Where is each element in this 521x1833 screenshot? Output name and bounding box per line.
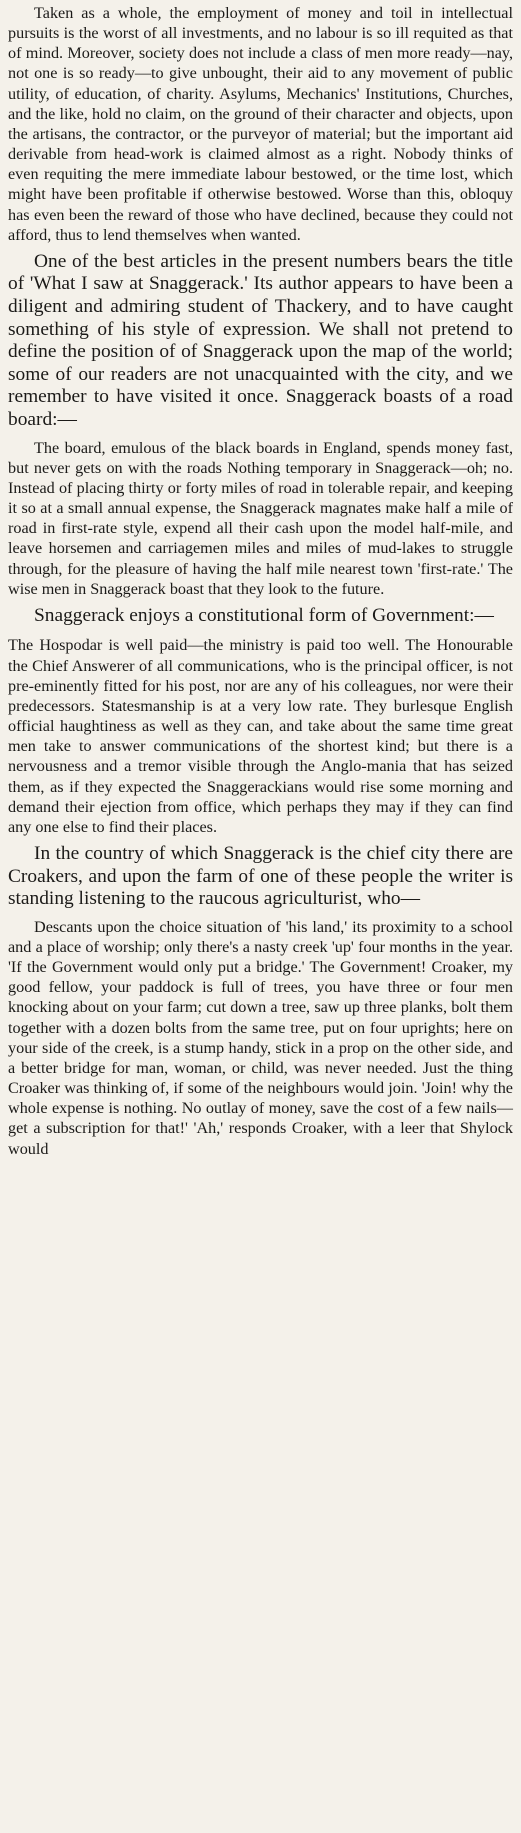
paragraph-quoted-road-board: The board, emulous of the black boards in England, spends money fast, but never gets on with the roads Nothing temporary in Snaggerack—oh; no. Instead of placing thirty or forty miles of road in tolerable repair, and keeping it so at a small annual expense, the Snaggerack magnates make half a mile of road in first-rate style, expend all their cash upon the model half-mile, and leave horsemen and carriagemen miles and miles of mud-lakes to struggle through, for the pleasure of having the half mile nearest town 'first-rate.' The wise men in Snaggerack boast that they look to the future.: [8, 438, 513, 598]
paragraph-quoted-croaker-bridge: Descants upon the choice situation of 'his land,' its proximity to a school and a place of worship; only there's a nasty creek 'up' four months in the year. 'If the Government would only put a bridge.' The Government! Croaker, my good fellow, your paddock is full of trees, you have three or four men knocking about on your farm; cut down a tree, saw up three planks, bolt them together with a dozen bolts from the same tree, put on four uprights; here on your side of the creek, is a stump handy, stick in a prop on the other side, and a better bridge for man, woman, or child, was never needed. Just the thing Croaker was thinking of, if some of the neighbours would join. 'Join! why the whole expense is nothing. No outlay of money, save the cost of a few nails—get a subscription for that!' 'Ah,' responds Croaker, with a leer that Shylock would: [8, 917, 513, 1158]
paragraph-quoted-hospodar: The Hospodar is well paid—the ministry is paid too well. The Honourable the Chief Answerer of all communications, who is the principal officer, is not pre-eminently fitted for his post, nor are any of his colleagues, nor were their predecessors. Statesmanship is at a very low rate. They burlesque English official haughtiness as well as they can, and take about the same time great men take to answer communications of the shortest kind; but there is a nervousness and a tremor visible through the Anglo-mania that has seized them, as if they expected the Snaggerackians would rise some morning and demand their ejection from office, which perhaps they may if they can find any one else to find their places.: [8, 636, 513, 836]
paragraph-review-snaggerack-intro: One of the best articles in the present numbers bears the title of 'What I saw at Snaggerack.' Its author appears to have been a diligent and admiring student of Thackery, and to have caught something of his style of expression. We shall not pretend to define the position of of Snaggerack upon the map of the world; some of our readers are not unacquainted with the city, and we remember to have visited it once. Snaggerack boasts of a road board:—: [8, 250, 513, 431]
paragraph-quoted-intellectual-labour: Taken as a whole, the employment of money and toil in intellectual pursuits is the worst of all investments, and no labour is so ill requited as that of mind. Moreover, society does not include a class of men more ready—nay, not one is so ready—to give unbought, their aid to any movement of public utility, of education, of charity. Asylums, Mechanics' Institutions, Churches, and the like, hold no claim, on the ground of their character and objects, upon the artisans, the contractor, or the purveyor of material; but the important aid derivable from head-work is claimed almost as a right. Nobody thinks of even requiting the mere immediate labour bestowed, or the time lost, which might have been profitable if otherwise bestowed. Worse than this, obloquy has even been the reward of those who have declined, because they could not afford, thus to lend themselves when wanted.: [8, 4, 513, 244]
paragraph-review-croakers-intro: In the country of which Snaggerack is the chief city there are Croakers, and upon the farm of one of these people the writer is standing listening to the raucous agriculturist, who—: [8, 843, 513, 910]
paragraph-review-government-intro: Snaggerack enjoys a constitutional form of Government:—: [34, 604, 494, 626]
